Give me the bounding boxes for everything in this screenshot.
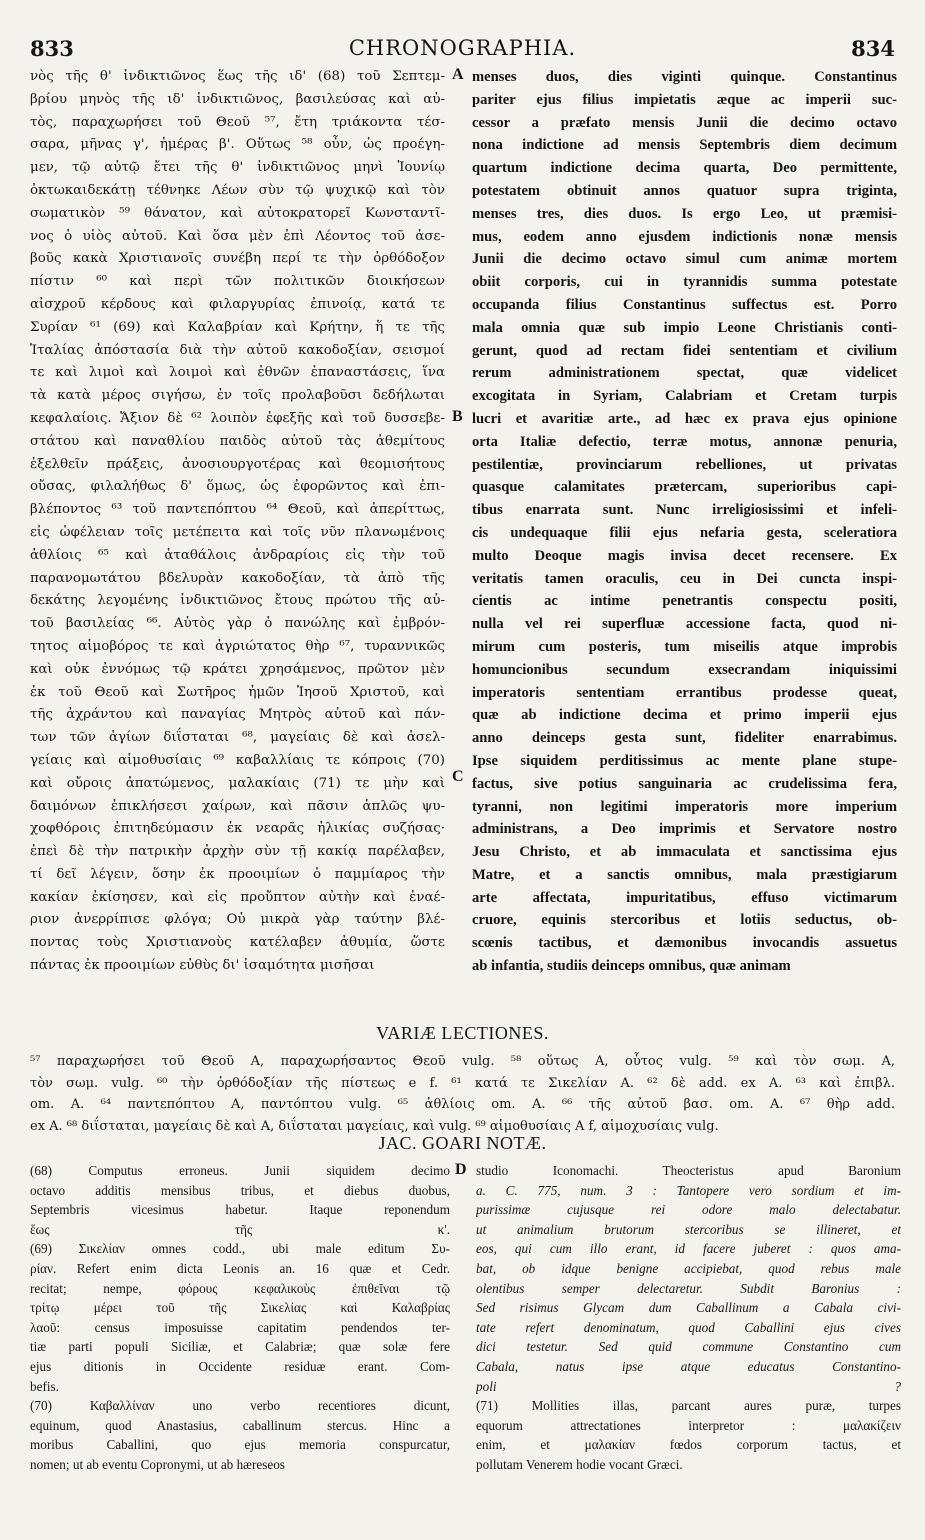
latin-text-line: gerunt, quod ad rectam fidei sententiam et civilium — [472, 342, 897, 359]
latin-text-line: imperatoris sententiam errantibus prodesse queat, — [472, 684, 897, 701]
note-line: ut animalium brutorum stercoribus se illineret, et — [476, 1221, 901, 1237]
greek-text-line: βοῦς κακὰ Χριστιανοῖς συνέβη περί τε τὴν ὀρθόδοξον — [30, 251, 445, 267]
greek-text-line: πίστιν ⁶⁰ καὶ περὶ τῶν πολιτικῶν διοικήσεων — [30, 274, 445, 290]
note-line: purissimæ cujusque rei odore malo delectabatur. — [476, 1202, 901, 1218]
note-line: bat, ob idque benigne accipiebat, quod rebus male — [476, 1260, 901, 1276]
greek-text-line: καὶ οὐκ ἐννόμως τῷ κράτει χρησάμενος, πρῶτον μὲν — [30, 661, 445, 677]
latin-text-line: scœnis tactibus, et dæmonibus invocandis assuetus — [472, 935, 897, 952]
greek-text-line: νὸς τῆς θ' ἰνδικτιῶνος ἕως τῆς ιδ' (68) τοῦ Σεπτεμ- — [30, 69, 445, 84]
greek-text-line: οὔσας, φιλαλήθως δ' ὅμως, ὡς ἐφορῶντος καὶ ἐπι- — [30, 479, 445, 495]
latin-text-line: pestilentiæ, provinciarum rebelliones, ut privatas — [472, 456, 897, 473]
margin-marker-b: B — [452, 408, 463, 425]
variant-reading-line: ⁵⁷ παραχωρήσει τοῦ Θεοῦ A, παραχωρήσαντος Θεοῦ vulg. ⁵⁸ οὕτως A, οὗτος vulg. ⁵⁹ καὶ τὸν σωμ. A, — [30, 1054, 895, 1069]
page-header — [30, 36, 895, 64]
note-line: equinum, quod Anastasius, caballinum stercus. Hinc a — [30, 1417, 450, 1433]
notes-right-column — [476, 1161, 901, 1475]
latin-text-line: arte affectata, impuritatibus, effuso victimarum — [472, 889, 897, 906]
greek-text-line: κακίαν ἐκίσησεν, καὶ εἰς προὔπτον αὐτὴν καὶ ἐναέ- — [30, 889, 445, 905]
latin-text-line: potestatem obtinuit annos quatuor supra triginta, — [472, 182, 897, 199]
notae-title: JAC. GOARI NOTÆ. — [378, 1133, 547, 1153]
greek-text-line: βλέποντος ⁶³ τοῦ παντεπόπτου ⁶⁴ Θεοῦ, καὶ ἀπερίττως, — [30, 502, 445, 518]
latin-text-line: multo Deoque magis invisa decet recensere. Ex — [472, 547, 897, 564]
page-number-left: 833 — [30, 36, 74, 61]
greek-text-line: εἰς ὠφέλειαν τοῖς μετέπειτα καὶ τοῖς νῦν πλανωμένοις — [30, 524, 445, 540]
latin-text-line: menses tres, dies duos. Is ergo Leo, ut præmisi- — [472, 205, 897, 222]
greek-text-line: πάντας ἐκ προοιμίων εὐθὺς δι' ἰσαμότητα μισῆσαι — [30, 958, 375, 974]
greek-text-line: δαιμόνων ἐπικλήσεσι χαίρων, καὶ πᾶσιν ἁπλῶς ψυ- — [30, 798, 445, 814]
latin-text-line: lucri et avaritiæ arte., ad hæc ex prava ejus opinione — [472, 410, 897, 427]
greek-text-line: παρανομωτάτου βδελυρὰν κακοδοξίαν, τὰ ἀπὸ τῆς — [30, 570, 445, 586]
note-line: (69) Σικελίαν omnes codd., ubi male editum Συ- — [30, 1241, 450, 1257]
latin-text-line: pariter ejus filius impietatis æque ac imperii suc- — [472, 91, 897, 108]
note-line: nomen; ut ab eventu Copronymi, ut ab hæreseos — [30, 1456, 285, 1472]
note-line: Sed risimus Glycam dum Caballinum a Cabala civi- — [476, 1300, 901, 1316]
greek-text-line: των τῶν ἁγίων διΐσταται ⁶⁸, μαγείαις δὲ καὶ ἀσελ- — [30, 730, 445, 746]
greek-text-line: τὸς, παραχωρήσει τοῦ Θεοῦ ⁵⁷, ἔτη τριάκοντα τέσ- — [30, 114, 445, 130]
note-line: eos, qui cum illo erant, id facere juberet : quos ama- — [476, 1241, 901, 1257]
latin-text-line: cis undequaque filii ejus nefaria gesta, sceleratiora — [472, 524, 897, 541]
greek-text-line: ἐκ τοῦ Θεοῦ καὶ Σωτῆρος ἡμῶν Ἰησοῦ Χριστοῦ, καὶ — [30, 684, 445, 700]
latin-text-line: Jesu Christo, et ab immaculata et sanctissima ejus — [472, 844, 897, 861]
latin-text-line: anno deinceps gesta sunt, fideliter enarrabimus. — [472, 730, 897, 747]
greek-text-line: χοφθόροις ἐπιτηδεύμασιν ἐκ νεαρᾶς ἡλικίας συζήσας· — [30, 821, 445, 837]
greek-text-line: βρίου μηνὸς τῆς ιδ' ἰνδικτιῶνος, βασιλεύσας καὶ αὐ- — [30, 91, 445, 107]
note-line: befis. — [30, 1378, 59, 1394]
note-line: equorum attrectationes interpretor : μαλακίζειν — [476, 1417, 901, 1433]
greek-text-line: σαρα, μῆνας γ', ἡμέρας β'. Οὕτως ⁵⁸ οὖν, ὡς προέγη- — [30, 137, 445, 153]
latin-text-line: mus, eodem anno ejusdem indictionis nonæ mensis — [472, 228, 897, 245]
greek-text-line: μεν, τῷ αὐτῷ ἔτει τῆς θ' ἰνδικτιῶνος μηνὶ Ἰουνίῳ — [30, 160, 445, 176]
latin-text-line: ab infantia, studiis deinceps omnibus, quæ animam — [472, 958, 791, 975]
variant-reading-line: om. A. ⁶⁴ παντεπόπτου A, παντόπτου vulg. ⁶⁵ ἀθλίοις om. A. ⁶⁶ τῆς αὐτοῦ βασ. om. A. ⁶⁷ θὴρ add. — [30, 1097, 895, 1112]
note-line: studio Iconomachi. Theocteristus apud Baronium — [476, 1163, 901, 1178]
greek-text-line: δεκάτης λεγομένης ἰνδικτιῶνος ἔτους πρώτου τῆς αὐ- — [30, 593, 445, 609]
latin-text-line: Matre, et a sanctis omnibus, mala præstigiarum — [472, 866, 897, 883]
note-line: Septembris vicesimus habetur. Itaque reponendum — [30, 1202, 450, 1218]
note-line: (68) Computus erroneus. Junii siquidem decimo — [30, 1163, 450, 1178]
note-line: poli ? — [476, 1378, 901, 1394]
greek-text-line: γείαις καὶ αἱμοθυσίαις ⁶⁹ καβαλλίαις τε κόπροις (70) — [30, 752, 445, 768]
note-line: λαοῦ: census imposuisse capitatim pendendos ter- — [30, 1319, 450, 1335]
greek-text-line: τῆς ἀχράντου καὶ παναγίας Μητρὸς αὐτοῦ καὶ πάν- — [30, 707, 445, 723]
latin-text-line: Ipse siquidem perditissimus ac mente plane stupe- — [472, 752, 897, 769]
latin-text-line: orta Italiæ defectio, terræ motus, annonæ penuria, — [472, 433, 897, 450]
latin-text-line: cruore, equinis stercoribus et lotiis seductus, ob- — [472, 912, 897, 929]
latin-text-line: quæ ab indictione decima et primo imperii ejus — [472, 707, 897, 724]
greek-text-line: ποντας τοὺς Χριστιανοὺς κατέλαβεν ἀθυμία, ὥστε — [30, 935, 445, 951]
latin-text-line: nona indictione ad mensis Septembris diem decimum — [472, 137, 897, 154]
note-line: τρίτῳ μέρει τοῦ τῆς Σικελίας καὶ Καλαβρίας — [30, 1300, 450, 1316]
latin-text-line: tibus enarrata sunt. Nunc irreligiosissimi et infeli- — [472, 502, 897, 519]
note-line: octavo additis mensibus tribus, et diebus duobus, — [30, 1182, 450, 1198]
greek-text-line: ἐξελθεῖν πράξεις, ἀνοσιουργοτέρας καὶ θεομισήτους — [30, 456, 445, 472]
greek-text-line: τοῦ βασιλείας ⁶⁶. Αὐτὸς γὰρ ὁ πανώλης καὶ ἐμβρόν- — [30, 616, 445, 632]
greek-text-line: τὰ κατὰ μέρος σιγήσω, ἐν τοῖς προλαβοῦσι δεδήλωται — [30, 388, 445, 404]
note-line: tiæ parti populi Siciliæ, et Calabriæ; quæ solæ fere — [30, 1339, 450, 1355]
note-line: (70) Καβαλλίναν uno verbo recentiores dicunt, — [30, 1398, 450, 1414]
variant-reading-line: τὸν σωμ. vulg. ⁶⁰ τὴν ὀρθόδοξίαν τῆς πίστεως e f. ⁶¹ κατά τε Σικελίαν A. ⁶² δὲ add. ex A. ⁶³ καὶ ἐπιβλ. — [30, 1075, 895, 1091]
latin-text-line: mala omnia quæ sub impio Leone Christianis conti- — [472, 319, 897, 336]
greek-text-line: κεφαλαίοις. Ἄξιον δὲ ⁶² λοιπὸν ἐφεξῆς καὶ τοῦ δυσσεβε- — [30, 410, 445, 426]
page-number-right: 834 — [851, 36, 895, 61]
greek-text-line: στάτου καὶ παναθλίου παιδὸς αὐτοῦ τὰς ἀθεμίτους — [30, 433, 445, 449]
latin-text-line: excogitata in Syriam, Calabriam et Cretam turpis — [472, 388, 897, 405]
greek-text-line: ριον ἀνερρίπισε φλόγα; Οὐ μικρὰ γὰρ ταύτην βλέ- — [30, 912, 445, 928]
latin-text-line: rerum administrationem spectat, quæ videlicet — [472, 365, 897, 382]
note-line: tate refert denominatum, quod Caballini ejus cives — [476, 1319, 901, 1335]
greek-text-line: ὀκτωκαιδεκάτῃ τέθνηκε Λέων σὺν τῷ ψυχικῷ καὶ τὸν — [30, 182, 445, 198]
latin-text-column — [472, 66, 897, 978]
latin-text-line: menses duos, dies viginti quinque. Constantinus — [472, 69, 897, 85]
latin-text-line: tyranni, non legitimi imperatoris more imperium — [472, 798, 897, 815]
latin-text-line: quartum indictione decima quarta, Deo permittente, — [472, 160, 897, 177]
notes-left-column — [30, 1161, 450, 1475]
variant-reading-line: ex A. ⁶⁸ διΐσταται, μαγείαις δὲ καὶ A, διΐσταται μαγείαις, καὶ vulg. ⁶⁹ αἱμοθυσίαις A f, αἱμοχυσίαις vulg. — [30, 1118, 719, 1134]
greek-text-line: σωματικὸν ⁵⁹ θάνατον, καὶ αὐτοκρατορεῖ Κωνσταντῖ- — [30, 205, 445, 221]
note-line: Cabala, natus ipse atque educatus Constantino- — [476, 1358, 901, 1374]
note-line: dici testetur. Sed quid commune Constantino cum — [476, 1339, 901, 1355]
note-line: ejus ditionis in Occidente residuæ erant. Com- — [30, 1358, 450, 1374]
latin-text-line: administrans, a Deo imprimis et Servatore nostro — [472, 821, 897, 838]
latin-text-line: cientis ac intime penetrantis conspectu positi, — [472, 593, 897, 610]
greek-text-line: τητος αἱμοβόρος τε καὶ ἀγριώτατος θὴρ ⁶⁷, τυραννικῶς — [30, 638, 445, 654]
greek-text-line: τε καὶ λιμοὶ καὶ λοιμοὶ καὶ ἐθνῶν ἐπαναστάσεις, ἵνα — [30, 365, 445, 381]
latin-text-line: occupanda filius Constantinus suffectus est. Porro — [472, 296, 897, 313]
latin-text-line: nulla vel rei superfluæ accessione facta, quod ni- — [472, 616, 897, 633]
latin-text-line: obiit corporis, cui in tyrannidis summa potestate — [472, 274, 897, 291]
greek-text-line: ἀθλίοις ⁶⁵ καὶ ἀταθάλοις ἀνδραρίοις εἰς τὴν τοῦ — [30, 547, 445, 563]
greek-text-line: τί δεῖ λέγειν, ὅσην ἐκ προοιμίων ὁ παμμίαρος τὴν — [30, 866, 445, 882]
greek-text-line: Ἰταλίας ἀπόστασία διὰ τὴν αὐτοῦ κακοδοξίαν, σεισμοί — [30, 342, 445, 358]
latin-text-line: veritatis tamen oraculis, ceu in Dei cuncta inspi- — [472, 570, 897, 587]
running-title: CHRONOGRAPHIA. — [348, 36, 577, 60]
greek-text-line: νος ὁ υἱὸς αὐτοῦ. Καὶ ὅσα μὲν ἐπὶ Λέοντος τοῦ ἀσε- — [30, 228, 445, 244]
note-line: pollutam Venerem hodie vocant Græci. — [476, 1456, 683, 1472]
latin-text-line: homuncionibus secundum exsecrandam iniquissimi — [472, 661, 897, 678]
note-line: moribus Caballini, quo ejus memoria conspurcatur, — [30, 1437, 450, 1453]
note-line: ρίαν. Refert enim dicta Leonis an. 16 quæ et Cedr. — [30, 1260, 450, 1276]
variae-lectiones-title: VARIÆ LECTIONES. — [376, 1023, 549, 1043]
margin-marker-a: A — [452, 66, 464, 83]
variae-lectiones — [30, 1051, 895, 1137]
greek-text-line: Συρίαν ⁶¹ (69) καὶ Καλαβρίαν καὶ Κρήτην, ἥ τε τῆς — [30, 319, 445, 335]
note-line: ἕως τῆς κ'. — [30, 1221, 450, 1237]
latin-text-line: mirum cum posteris, tum miseilis atque improbis — [472, 638, 897, 655]
margin-marker-d: D — [455, 1161, 467, 1178]
note-line: a. C. 775, num. 3 : Tantopere vero sordium et im- — [476, 1182, 901, 1198]
greek-text-column — [30, 66, 445, 978]
latin-text-line: cessor a præfato mensis Junii die decimo octavo — [472, 114, 897, 131]
note-line: (71) Mollities illas, parcant aures puræ, turpes — [476, 1398, 901, 1414]
greek-text-line: ἐπεὶ δὲ τὴν πατρικὴν ἀρχὴν σὺν τῇ κακίᾳ παρέλαβεν, — [30, 844, 445, 860]
note-line: recitat; nempe, φόρους κεφαλικοὺς ἐπιθεῖναι τῷ — [30, 1280, 450, 1296]
latin-text-line: quasque calamitates prætercam, superioribus capi- — [472, 479, 897, 496]
greek-text-line: αἰσχροῦ κέρδους καὶ φιλαργυρίας ἐπινοίᾳ, κατά τε — [30, 296, 445, 312]
note-line: enim, et μαλακίαν fœdos corporum tactus, et — [476, 1437, 901, 1453]
note-line: olentibus semper delectaretur. Subdit Baronius : — [476, 1280, 901, 1296]
margin-marker-c: C — [452, 768, 464, 785]
latin-text-line: factus, sive potius sanguinaria ac crudelissima fera, — [472, 775, 897, 792]
latin-text-line: Junii die decimo octavo simul cum animæ mortem — [472, 251, 897, 268]
greek-text-line: καὶ οὔροις ἀπατώμενος, μαλακίαις (71) τε μὴν καὶ — [30, 775, 445, 791]
